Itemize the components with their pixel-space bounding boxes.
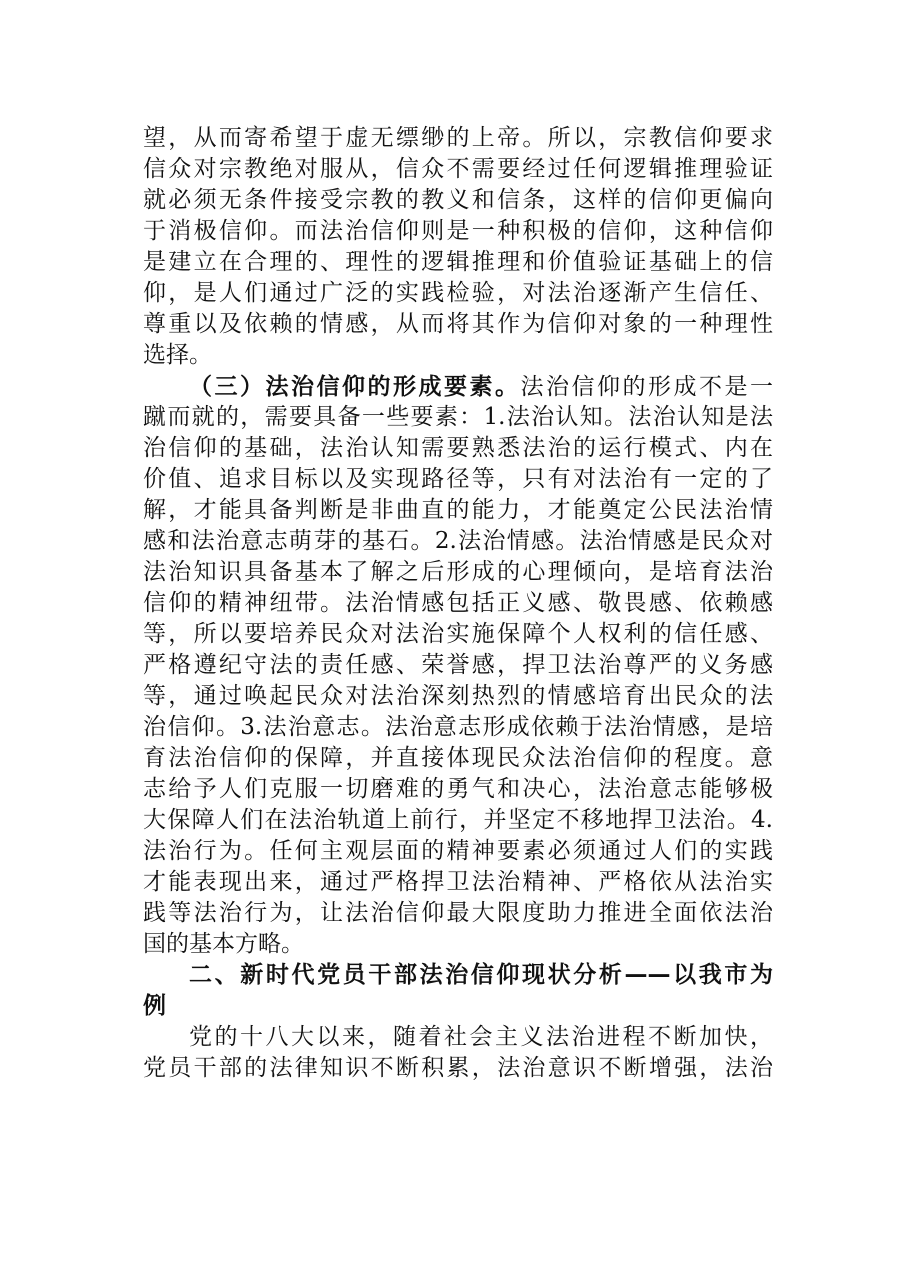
text-line: 仰，是人们通过广泛的实践检验，对法治逐渐产生信任、 (143, 280, 773, 306)
text-line: 等，所以要培养民众对法治实施保障个人权利的信任感、 (143, 621, 773, 647)
text-line (143, 371, 773, 402)
text-line: 大保障人们在法治轨道上前行，并坚定不移地捍卫法治。4. (143, 807, 773, 833)
section-heading-line: 二、新时代党员干部法治信仰现状分析——以我市为 (189, 962, 773, 988)
text-line: 法治行为。任何主观层面的精神要素必须通过人们的实践 (143, 838, 773, 864)
document-body (143, 123, 773, 1084)
text-line: 价值、追求目标以及实现路径等，只有对法治有一定的了 (143, 466, 773, 492)
paragraph-formation-elements (143, 371, 773, 960)
text-line: 解，才能具备判断是非曲直的能力，才能奠定公民法治情 (143, 497, 773, 523)
text-line: 才能表现出来，通过严格捍卫法治精神、严格依从法治实 (143, 869, 773, 895)
text-line: 党的十八大以来，随着社会主义法治进程不断加快， (189, 1024, 773, 1050)
text-line: 是建立在合理的、理性的逻辑推理和价值验证基础上的信 (143, 249, 773, 275)
text-line: 就必须无条件接受宗教的教义和信条，这样的信仰更偏向 (143, 187, 773, 213)
paragraph-current-status (143, 1022, 773, 1084)
text-line: 信众对宗教绝对服从，信众不需要经过任何逻辑推理验证 (143, 156, 773, 182)
text-line: 治信仰。3.法治意志。法治意志形成依赖于法治情感，是培 (143, 714, 773, 740)
text-line: 尊重以及依赖的情感，从而将其作为信仰对象的一种理性 (143, 311, 773, 337)
text-line: 于消极信仰。而法治信仰则是一种积极的信仰，这种信仰 (143, 218, 773, 244)
text-line: 望，从而寄希望于虚无缥缈的上帝。所以，宗教信仰要求 (143, 125, 773, 151)
text-line: 等，通过唤起民众对法治深刻热烈的情感培育出民众的法 (143, 683, 773, 709)
text-line: 法治知识具备基本了解之后形成的心理倾向，是培育法治 (143, 559, 773, 585)
text-line: 选择。 (143, 342, 212, 368)
section-heading (143, 960, 773, 1022)
text-line: 蹴而就的，需要具备一些要素：1.法治认知。法治认知是法 (143, 404, 773, 430)
section-heading-line: 例 (143, 993, 166, 1019)
text-line: 严格遵纪守法的责任感、荣誉感，捍卫法治尊严的义务感 (143, 652, 773, 678)
text-line: 践等法治行为，让法治信仰最大限度助力推进全面依法治 (143, 900, 773, 926)
text-line: 信仰的精神纽带。法治情感包括正义感、敬畏感、依赖感 (143, 590, 773, 616)
text-line: 育法治信仰的保障，并直接体现民众法治信仰的程度。意 (143, 745, 773, 771)
text-line: 治信仰的基础，法治认知需要熟悉法治的运行模式、内在 (143, 435, 773, 461)
text-span: 法治信仰的形成不是一 (520, 374, 773, 400)
text-line: 国的基本方略。 (143, 931, 304, 957)
subsection-heading: （三）法治信仰的形成要素。 (189, 373, 521, 400)
text-line: 志给予人们克服一切磨难的勇气和决心，法治意志能够极 (143, 776, 773, 802)
paragraph-religion-vs-rule-of-law (143, 123, 773, 371)
text-line: 感和法治意志萌芽的基石。2.法治情感。法治情感是民众对 (143, 528, 773, 554)
text-line: 党员干部的法律知识不断积累，法治意识不断增强，法治 (143, 1055, 773, 1081)
